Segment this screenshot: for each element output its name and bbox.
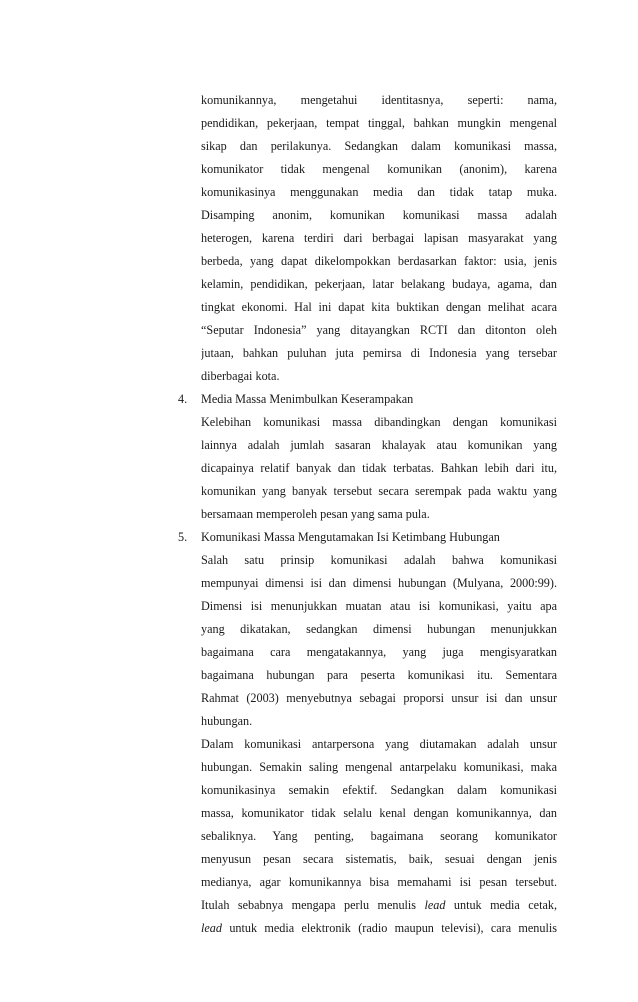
paragraph-line: diberbagai kota. (201, 369, 280, 383)
paragraph-line: massa, komunikator tidak selalu kenal dengan komunikannya, dan (201, 806, 557, 820)
paragraph-line: mempunyai dimensi isi dan dimensi hubungan (Mulyana, 2000:99). (201, 576, 557, 590)
paragraph-line: hubungan. Semakin saling mengenal antarpelaku komunikasi, maka (201, 760, 557, 774)
text-segment: untuk media cetak, (453, 898, 557, 912)
list-number: 5. (178, 530, 188, 544)
paragraph-line: yang dikatakan, sedangkan dimensi hubungan menunjukkan (201, 622, 557, 636)
paragraph-line: komunikasinya semakin efektif. Sedangkan dalam komunikasi (201, 783, 557, 797)
paragraph-line: jutaan, bahkan puluhan juta pemirsa di Indonesia yang tersebar (201, 346, 557, 360)
text-segment: Itulah sebabnya mengapa perlu menulis (201, 898, 417, 912)
paragraph-line: Rahmat (2003) menyebutnya sebagai proporsi unsur isi dan unsur (201, 691, 557, 705)
paragraph-line: komunikan yang banyak tersebut secara serempak pada waktu yang (201, 484, 557, 498)
paragraph-line: Dalam komunikasi antarpersona yang diutamakan adalah unsur (201, 737, 557, 751)
paragraph-line: dicapainya relatif banyak dan tidak terbatas. Bahkan lebih dari itu, (201, 461, 557, 475)
paragraph-line: komunikasinya menggunakan media dan tidak tatap muka. (201, 185, 557, 199)
paragraph-line: kelamin, pendidikan, pekerjaan, latar belakang budaya, agama, dan (201, 277, 557, 291)
paragraph-line: sikap dan perilakunya. Sedangkan dalam komunikasi massa, (201, 139, 557, 153)
italic-term: lead (201, 921, 222, 935)
paragraph-line: pendidikan, pekerjaan, tempat tinggal, bahkan mungkin mengenal (201, 116, 557, 130)
paragraph-line: heterogen, karena terdiri dari berbagai lapisan masyarakat yang (201, 231, 557, 245)
paragraph-line: Salah satu prinsip komunikasi adalah bahwa komunikasi (201, 553, 557, 567)
paragraph-line: menyusun pesan secara sistematis, baik, sesuai dengan jenis (201, 852, 557, 866)
list-number: 4. (178, 392, 188, 406)
paragraph-line: bagaimana hubungan para peserta komunikasi itu. Sementara (201, 668, 557, 682)
paragraph-line: tingkat ekonomi. Hal ini dapat kita buktikan dengan melihat acara (201, 300, 557, 314)
paragraph-line: berbeda, yang dapat dikelompokkan berdasarkan faktor: usia, jenis (201, 254, 557, 268)
paragraph-line: bagaimana cara mengatakannya, yang juga mengisyaratkan (201, 645, 557, 659)
paragraph-line: hubungan. (201, 714, 253, 728)
paragraph-line-with-italic (201, 920, 557, 936)
paragraph-line: Kelebihan komunikasi massa dibandingkan dengan komunikasi (201, 415, 557, 429)
text-segment: untuk media elektronik (radio maupun televisi), cara menulis (229, 921, 557, 935)
paragraph-line: Dimensi isi menunjukkan muatan atau isi komunikasi, yaitu apa (201, 599, 557, 613)
paragraph-line-with-italic (201, 897, 557, 913)
list-item-heading: Komunikasi Massa Mengutamakan Isi Ketimbang Hubungan (201, 530, 500, 544)
paragraph-line: bersamaan memperoleh pesan yang sama pula. (201, 507, 430, 521)
paragraph-line: komunikannya, mengetahui identitasnya, seperti: nama, (201, 93, 557, 107)
paragraph-line: lainnya adalah jumlah sasaran khalayak atau komunikan yang (201, 438, 557, 452)
paragraph-line: sebaliknya. Yang penting, bagaimana seorang komunikator (201, 829, 557, 843)
list-item-heading: Media Massa Menimbulkan Keserampakan (201, 392, 414, 406)
paragraph-line: medianya, agar komunikannya bisa memahami isi pesan tersebut. (201, 875, 557, 889)
paragraph-line: “Seputar Indonesia” yang ditayangkan RCTI dan ditonton oleh (201, 323, 557, 337)
paragraph-line: Disamping anonim, komunikan komunikasi massa adalah (201, 208, 557, 222)
italic-term: lead (424, 898, 446, 912)
paragraph-line: komunikator tidak mengenal komunikan (anonim), karena (201, 162, 557, 176)
